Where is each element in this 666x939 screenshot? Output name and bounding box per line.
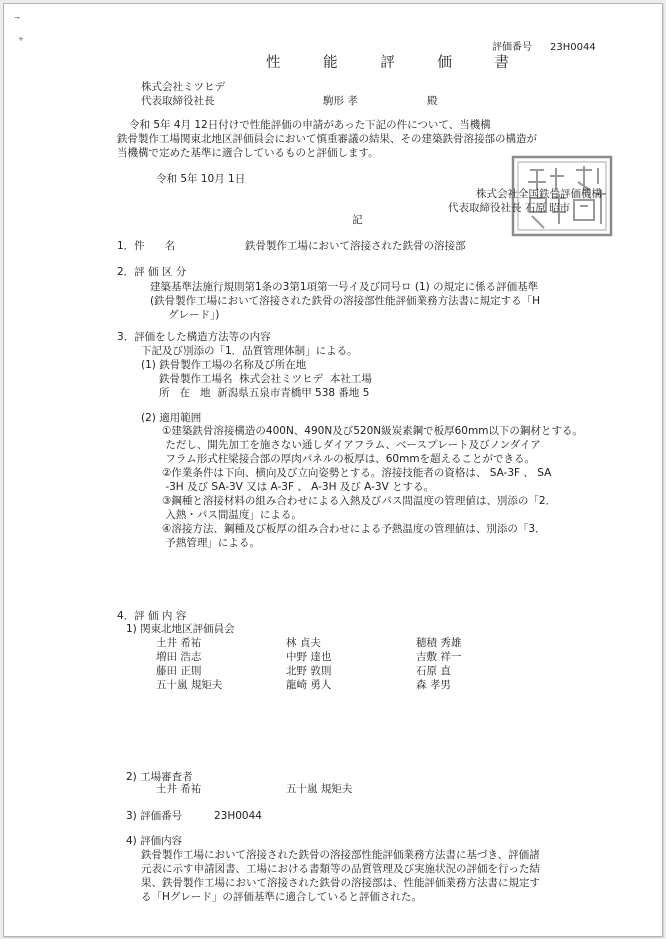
committee-member: 土井 希祐 — [156, 637, 202, 649]
issuer-company: 株式会社全国鉄骨評価機構 — [476, 188, 602, 200]
issue-date: 令和 5年 10月 1日 — [156, 173, 246, 185]
section-3-intro: 下記及び別添の「1．品質管理体制」による。 — [141, 345, 358, 357]
section-3-label: 3．評価をした構造方法等の内容 — [117, 331, 271, 343]
ki-heading: 記 — [352, 214, 363, 226]
scope-line: ④溶接方法、鋼種及び板厚の組み合わせによる予熱温度の管理値は、別添の「3． — [162, 523, 546, 535]
evaluation-content-line: る「Hグレード」の評価基準に適合していると評価された。 — [141, 891, 422, 903]
recipient-name: 駒形 孝 — [323, 95, 358, 107]
scope-line: フラム形式柱梁接合部の厚肉パネルの板厚は、60mmを超えることができる。 — [162, 453, 536, 465]
factory-name: 鉄骨製作工場名 株式会社ミツヒデ 本社工場 — [159, 373, 372, 385]
evaluation-content-line: 元表に示す申請図書、工場における書類等の品質管理及び実施状況の評価を行った結 — [141, 863, 540, 875]
scope-line: ②作業条件は下向、横向及び立向姿勢とする。溶接技能者の資格は、 SA-3F 、 SA — [162, 467, 552, 479]
section-3-2-label: (2) 適用範囲 — [141, 412, 202, 424]
corner-mark: ¬ — [14, 14, 20, 22]
recipient-company: 株式会社ミツヒデ — [141, 81, 225, 93]
scope-line: ①建築鉄骨溶接構造の400N、490N及び520N級炭素鋼で板厚60mm以下の鋼材とする。 — [162, 425, 583, 437]
scope-line: 入熱・パス間温度」による。 — [162, 509, 302, 521]
committee-member: 石原 直 — [416, 665, 451, 677]
section-2-label: 2．評 価 区 分 — [117, 266, 187, 278]
section-1-value: 鉄骨製作工場において溶接された鉄骨の溶接部 — [245, 240, 466, 252]
committee-member: 吉敷 祥一 — [416, 651, 462, 663]
inspector: 土井 希祐 — [156, 783, 202, 795]
intro-line: 当機構で定めた基準に適合しているものと評価します。 — [117, 147, 379, 159]
section-4-3-label: 3) 評価番号 — [126, 810, 183, 822]
committee-member: 五十嵐 規矩夫 — [156, 679, 223, 691]
scope-line: ただし、開先加工を施さない通しダイアフラム、ベースプレート及びノンダイア — [162, 439, 541, 451]
committee-member: 穂積 秀雄 — [416, 637, 462, 649]
section-1-label: 1．件 名 — [117, 240, 176, 252]
scope-line: 予熱管理」による。 — [162, 537, 260, 549]
evaluation-content-line: 鉄骨製作工場において溶接された鉄骨の溶接部性能評価業務方法書に基づき、評価諸 — [141, 849, 540, 861]
intro-line: 令和 5年 4月 12日付けで性能評価の申請があった下記の件について、当機構 — [129, 119, 491, 131]
document-page — [3, 3, 663, 937]
inspector: 五十嵐 規矩夫 — [286, 783, 353, 795]
register-mark: + — [18, 35, 24, 43]
scope-line: ③鋼種と溶接材料の組み合わせによる入熱及びパス間温度の管理値は、別添の「2． — [162, 495, 557, 507]
committee-member: 林 貞夫 — [286, 637, 321, 649]
section-2-line: グレード」) — [168, 309, 220, 321]
factory-address: 所 在 地 新潟県五泉市青橋甲 538 番地 5 — [159, 387, 370, 399]
recipient-title: 代表取締役社長 — [141, 95, 215, 107]
section-2-line: (鉄骨製作工場において溶接された鉄骨の溶接部性能評価業務方法書に規定する「H — [150, 295, 540, 307]
section-4-label: 4．評 価 内 容 — [117, 610, 187, 622]
section-4-3-value: 23H0044 — [214, 810, 262, 822]
committee-member: 龍崎 勇人 — [286, 679, 332, 691]
committee-member: 北野 敦則 — [286, 665, 332, 677]
committee-member: 森 孝男 — [416, 679, 451, 691]
document-title: 性 能 評 価 書 — [266, 55, 528, 71]
committee-member: 中野 達也 — [286, 651, 332, 663]
committee-member: 藤田 正則 — [156, 665, 202, 677]
evaluation-content-line: 果、鉄骨製作工場において溶接された鉄骨の溶接部は、性能評価業務方法書に規定す — [141, 877, 540, 889]
evaluation-number-value: 23H0044 — [550, 42, 596, 53]
section-3-1-label: (1) 鉄骨製作工場の名称及び所在地 — [141, 359, 307, 371]
section-4-4-label: 4) 評価内容 — [126, 835, 183, 847]
recipient-honorific: 殿 — [427, 95, 438, 107]
scope-line: -3H 及び SA-3V 又は A-3F 、 A-3H 及び A-3V とする。 — [162, 481, 435, 493]
section-4-1-label: 1) 関東北地区評価員会 — [126, 623, 235, 635]
evaluation-number-label: 評価番号 — [492, 42, 532, 53]
section-4-2-label: 2) 工場審査者 — [126, 771, 193, 783]
section-2-line: 建築基準法施行規則第1条の3第1項第一号イ及び同号ロ (1) の規定に係る評価基準 — [150, 281, 539, 293]
intro-line: 鉄骨製作工場関東北地区評価員会において慎重審議の結果、その建築鉄骨溶接部の構造が — [117, 133, 537, 145]
committee-member: 増田 浩志 — [156, 651, 202, 663]
issuer-representative: 代表取締役社長 石原 昭市 — [448, 202, 571, 214]
